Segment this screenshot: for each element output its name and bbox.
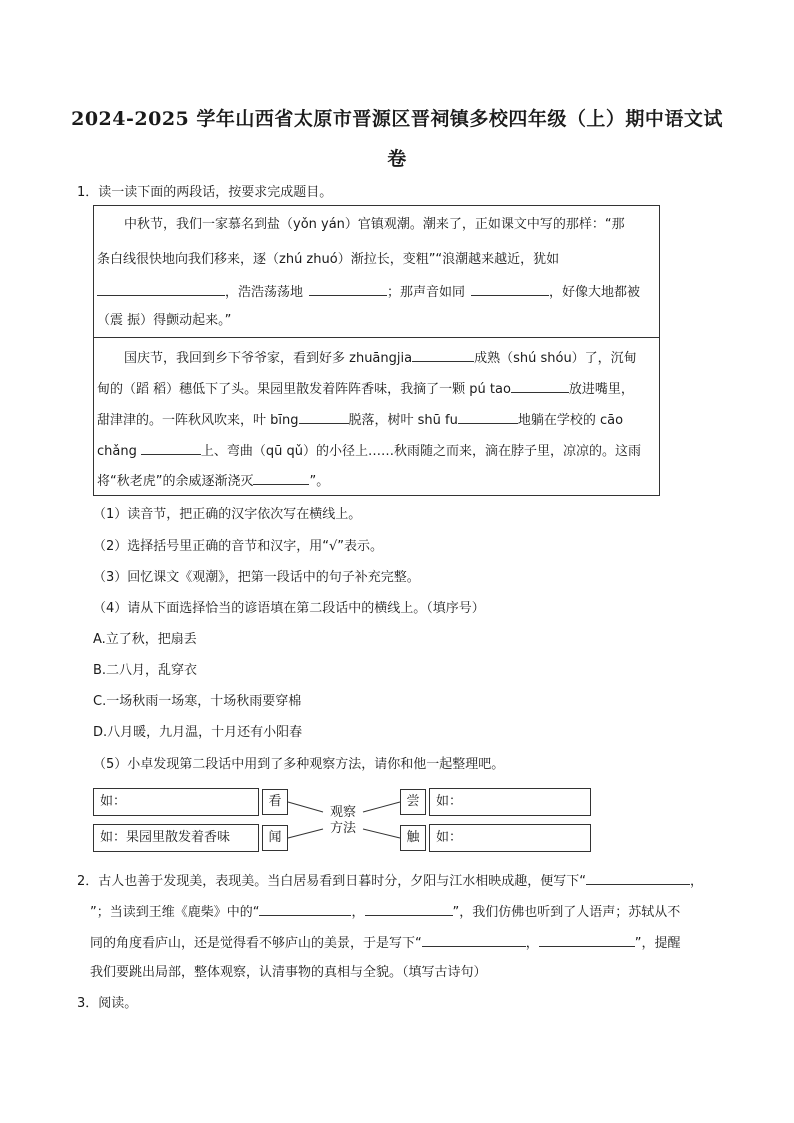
q1-sub1: （1）读音节，把正确的汉字依次写在横线上。 [93, 507, 362, 522]
paper-title-line1: 2024-2025 学年山西省太原市晋源区晋祠镇多校四年级（上）期中语文试 [71, 108, 723, 130]
taste-label: 尝 [400, 789, 426, 815]
answer-blank[interactable] [586, 870, 690, 885]
para2-line3: 甜津津的。一阵秋风吹来，叶 bīng 脱落，树叶 shū fu 地躺在学校的 cāo [97, 409, 623, 431]
q3-stem: 3．阅读。 [77, 996, 138, 1011]
center-label-2: 方法 [329, 821, 356, 836]
q2-line2: ”；当读到王维《鹿柴》中的“ ， ”，我们仿佛也听到了人语声；苏轼从不 [90, 901, 680, 923]
option-d: D.八月暖，九月温，十月还有小阳春 [93, 725, 303, 740]
center-label-1: 观察 [329, 805, 356, 820]
q2-line4: 我们要跳出局部，整体观察，认清事物的真相与全貌。（填写古诗句） [90, 965, 487, 980]
answer-blank[interactable] [539, 932, 635, 947]
q1-sub2: （2）选择括号里正确的音节和汉字，用“√”表示。 [93, 539, 384, 554]
q1-sub3: （3）回忆课文《观潮》，把第一段话中的句子补充完整。 [93, 570, 420, 585]
para1-line3: ，浩浩荡荡地 ；那声音如同 ，好像大地都被 [97, 281, 640, 303]
smell-label: 闻 [262, 825, 288, 851]
q2-line1: 2．古人也善于发现美，表现美。当白居易看到日暮时分，夕阳与江水相映成趣，便写下“ ， [77, 870, 703, 892]
option-c: C.一场秋雨一场寒，十场秋雨要穿棉 [93, 694, 302, 709]
para1-line2: 条白线很快地向我们移来，逐（zhú zhuó）渐拉长，变粗”“浪潮越来越近，犹如 [97, 252, 560, 267]
para2-line1: 国庆节，我回到乡下爷爷家，看到好多 zhuāngjia 成熟（shú shóu）了，沉甸 [124, 347, 637, 369]
para2-line5: 将“秋老虎”的余威逐渐浇灭 ”。 [97, 470, 329, 492]
answer-blank[interactable] [259, 901, 351, 916]
answer-blank[interactable] [365, 901, 453, 916]
option-b: B.二八月，乱穿衣 [93, 663, 198, 678]
diagram-box-taste[interactable]: 如： [429, 788, 591, 816]
diagram-box-look[interactable]: 如： [93, 788, 259, 816]
diagram-box-touch[interactable]: 如： [429, 824, 591, 852]
para2-line4: chǎng 上、弯曲（qū qǔ）的小径上……秋雨随之而来，滴在脖子里，凉凉的。这雨 [97, 440, 641, 462]
para1-line1: 中秋节，我们一家慕名到盐（yǒn yán）官镇观潮。潮来了，正如课文中写的那样：“那 [124, 217, 625, 232]
look-label: 看 [262, 789, 288, 815]
diagram-box-smell: 如：果园里散发着香味 [93, 824, 259, 852]
answer-blank[interactable] [422, 932, 526, 947]
q2-line3: 同的角度看庐山，还是觉得看不够庐山的美景，于是写下“ ， ”，提醒 [90, 932, 681, 954]
q1-sub4: （4）请从下面选择恰当的谚语填在第二段话中的横线上。（填序号） [93, 601, 485, 616]
q1-stem: 1．读一读下面的两段话，按要求完成题目。 [77, 185, 333, 200]
touch-label: 触 [400, 825, 426, 851]
para1-line4: （震 振）得颤动起来。” [97, 313, 232, 328]
para2-line2: 甸的（蹈 稻）穗低下了头。果园里散发着阵阵香味，我摘了一颗 pú tao 放进嘴里， [97, 378, 634, 400]
option-a: A.立了秋，把扇丢 [93, 632, 197, 647]
paper-title-line2: 卷 [387, 148, 407, 170]
q1-sub5: （5）小卓发现第二段话中用到了多种观察方法，请你和他一起整理吧。 [93, 757, 505, 772]
